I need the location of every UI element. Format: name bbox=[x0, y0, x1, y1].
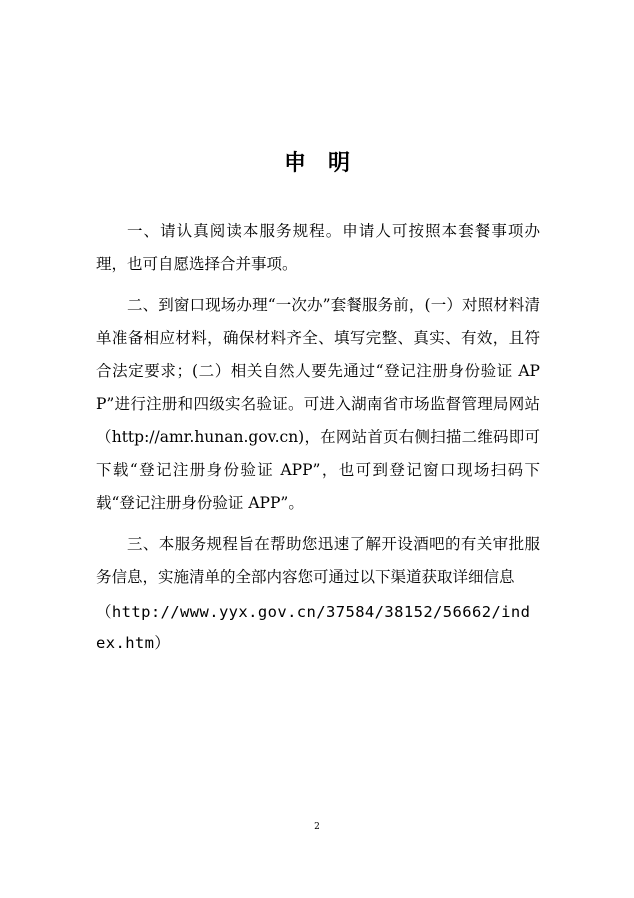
page-title: 申明 bbox=[283, 151, 372, 176]
document-body bbox=[96, 215, 540, 659]
paragraph-2: 二、到窗口现场办理“一次办”套餐服务前，(一）对照材料清单准备相应材料，确保材料齐全、填写完整、真实、有效，且符合法定要求；(二）相关自然人要先通过“登记注册身份验证 APP”进行注册和四级实名验证。可进入湖南省市场监督管理局网站（http://amr.hunan.gov.cn)，在网站首页右侧扫描二维码即可下载“登记注册身份验证 APP”，也可到登记窗口现场扫码下载“登记注册身份验证 APP”。 bbox=[96, 296, 540, 512]
paragraph-3: 三、本服务规程旨在帮助您迅速了解开设酒吧的有关审批服务信息，实施清单的全部内容您可通过以下渠道获取详细信息 bbox=[96, 535, 540, 586]
paragraph-1: 一、请认真阅读本服务规程。申请人可按照本套餐事项办理，也可自愿选择合并事项。 bbox=[96, 222, 540, 273]
page-number: 2 bbox=[314, 822, 320, 832]
detail-link[interactable]: （http://www.yyx.gov.cn/37584/38152/56662/index.htm） bbox=[96, 603, 531, 652]
